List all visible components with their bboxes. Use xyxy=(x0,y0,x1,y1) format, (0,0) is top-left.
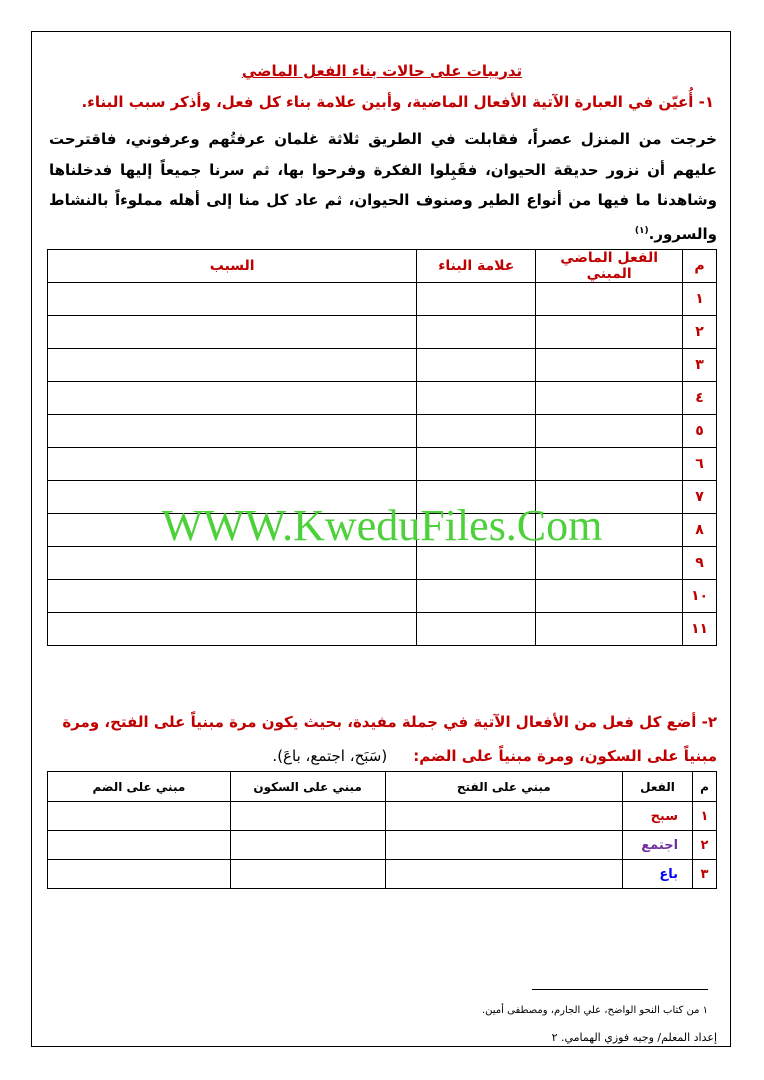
footnote-ref: (١) xyxy=(634,225,649,236)
table-row xyxy=(48,831,717,860)
sign-cell[interactable] xyxy=(417,448,536,481)
table-row xyxy=(48,349,717,382)
sign-cell[interactable] xyxy=(417,580,536,613)
verb-cell[interactable] xyxy=(536,382,683,415)
reason-cell[interactable] xyxy=(48,448,417,481)
sukun-cell[interactable] xyxy=(230,831,385,860)
reason-cell[interactable] xyxy=(48,316,417,349)
verb-cell[interactable] xyxy=(536,283,683,316)
damma-cell[interactable] xyxy=(48,802,231,831)
reason-cell[interactable] xyxy=(48,580,417,613)
reason-cell[interactable] xyxy=(48,613,417,646)
fatha-cell[interactable] xyxy=(385,831,623,860)
row-number: ٨ xyxy=(683,514,717,547)
col-header-fatha: مبني على الفتح xyxy=(385,772,623,802)
row-number: ٦ xyxy=(683,448,717,481)
table-row xyxy=(48,613,717,646)
col-header-sukun: مبني على السكون xyxy=(230,772,385,802)
sign-cell[interactable] xyxy=(417,613,536,646)
verb-cell[interactable] xyxy=(536,448,683,481)
table-row xyxy=(48,382,717,415)
verb-cell[interactable] xyxy=(536,415,683,448)
verb-cell[interactable] xyxy=(536,613,683,646)
reason-cell[interactable] xyxy=(48,382,417,415)
row-number: ٢ xyxy=(693,831,717,860)
verb-cell[interactable] xyxy=(536,547,683,580)
sign-cell[interactable] xyxy=(417,547,536,580)
watermark: WWW.KweduFiles.Com xyxy=(161,501,603,550)
page-title: تدريبات على حالات بناء الفعل الماضي xyxy=(241,62,523,80)
table-row xyxy=(48,415,717,448)
question-1-paragraph xyxy=(49,124,717,249)
fatha-cell[interactable] xyxy=(385,802,623,831)
verb-cell[interactable] xyxy=(536,580,683,613)
table-row xyxy=(48,316,717,349)
col-header-reason: السبب xyxy=(48,250,417,283)
reason-cell[interactable] xyxy=(48,283,417,316)
page-footer: إعداد المعلم/ وجيه فوزي الهمامي. ٢ xyxy=(551,1031,717,1044)
question-2-heading xyxy=(37,705,717,773)
verb-cell: سبح xyxy=(623,802,693,831)
row-number: ١٠ xyxy=(683,580,717,613)
table-row xyxy=(48,283,717,316)
footnote-divider xyxy=(532,989,708,990)
verb-cell: باع xyxy=(623,860,693,889)
reason-cell[interactable] xyxy=(48,547,417,580)
table-verbs-analysis xyxy=(47,249,717,646)
reason-cell[interactable] xyxy=(48,349,417,382)
verb-cell[interactable] xyxy=(536,316,683,349)
row-number: ٣ xyxy=(683,349,717,382)
col-header-verb: الفعل الماضي المبني xyxy=(536,250,683,283)
table-header-row xyxy=(48,250,717,283)
table-row xyxy=(48,860,717,889)
row-number: ٥ xyxy=(683,415,717,448)
row-number: ٤ xyxy=(683,382,717,415)
paragraph-text: خرجت من المنزل عصراً، فقابلت في الطريق ثلاثة غلمان عرفتُهم وعرفوني، فاقترحت عليهم أن نزور حديقة الحيوان، فقَبِلوا الفكرة وفرحوا بها، ثم سرنا جميعاً إليها فدخلناها وشاهدنا ما فيها من أنواع الطير وصنوف الحيوان، ثم عاد كل منا إلى أهله مملوءاً بالنشاط والسرور. xyxy=(49,130,717,243)
question-2-text: ٢- أضع كل فعل من الأفعال الآتية في جملة مفيدة، بحيث يكون مرة مبنياً على الفتح، ومرة مبنياً على السكون، ومرة مبنياً على الضم: xyxy=(62,713,717,765)
sign-cell[interactable] xyxy=(417,349,536,382)
sign-cell[interactable] xyxy=(417,283,536,316)
damma-cell[interactable] xyxy=(48,860,231,889)
sukun-cell[interactable] xyxy=(230,860,385,889)
table-row xyxy=(48,547,717,580)
table-row xyxy=(48,448,717,481)
row-number: ١ xyxy=(693,802,717,831)
sukun-cell[interactable] xyxy=(230,802,385,831)
sign-cell[interactable] xyxy=(417,316,536,349)
row-number: ١ xyxy=(683,283,717,316)
col-header-damma: مبني على الضم xyxy=(48,772,231,802)
col-header-num: م xyxy=(683,250,717,283)
verb-cell: اجتمع xyxy=(623,831,693,860)
fatha-cell[interactable] xyxy=(385,860,623,889)
col-header-num: م xyxy=(693,772,717,802)
footnote: ١ من كتاب النحو الواضح، علي الجارم، ومصطفى أمين. xyxy=(481,1005,708,1016)
table-header-row xyxy=(48,772,717,802)
question-2-verbs: (سَبَح، اجتمع، باعَ). xyxy=(272,747,388,765)
sign-cell[interactable] xyxy=(417,415,536,448)
table-verb-sentences xyxy=(47,771,717,889)
row-number: ٩ xyxy=(683,547,717,580)
damma-cell[interactable] xyxy=(48,831,231,860)
row-number: ١١ xyxy=(683,613,717,646)
verb-cell[interactable] xyxy=(536,349,683,382)
row-number: ٧ xyxy=(683,481,717,514)
question-1-heading: ١- أُعيّن في العبارة الآتية الأفعال الماضية، وأبين علامة بناء كل فعل، وأذكر سبب البناء. xyxy=(81,93,714,111)
row-number: ٢ xyxy=(683,316,717,349)
table-row xyxy=(48,802,717,831)
col-header-sign: علامة البناء xyxy=(417,250,536,283)
reason-cell[interactable] xyxy=(48,415,417,448)
table-row xyxy=(48,580,717,613)
sign-cell[interactable] xyxy=(417,382,536,415)
row-number: ٣ xyxy=(693,860,717,889)
col-header-verb: الفعل xyxy=(623,772,693,802)
